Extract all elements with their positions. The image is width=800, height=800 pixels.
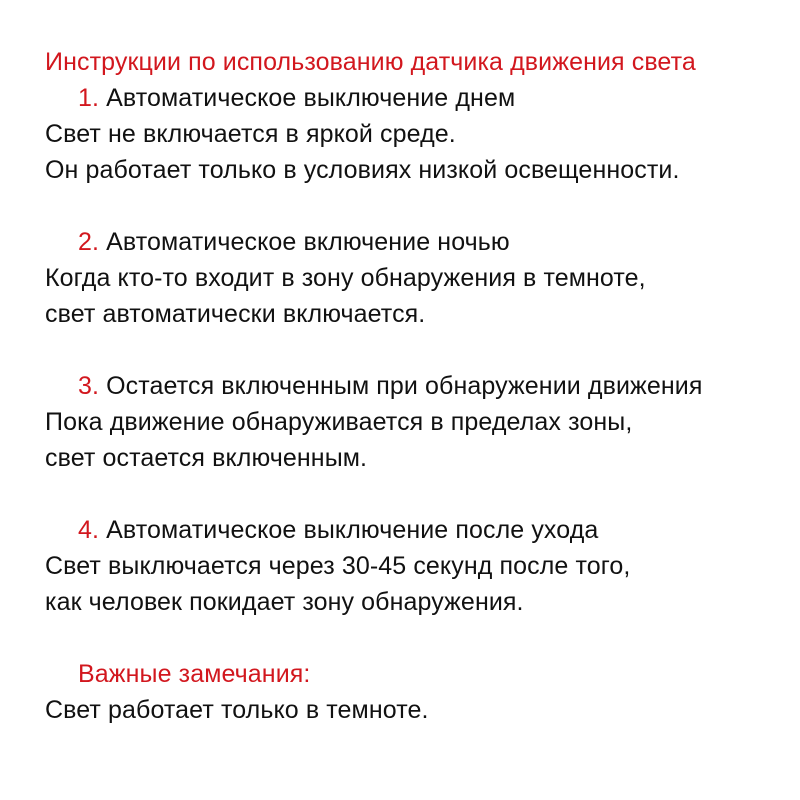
section-1-number: 1.: [78, 84, 100, 112]
section-1-heading: [45, 80, 785, 116]
section-3-number: 3.: [78, 372, 100, 400]
section-4-title: Автоматическое выключение после ухода: [106, 516, 599, 544]
instruction-document: [45, 44, 785, 728]
section-4-line-2: как человек покидает зону обнаружения.: [45, 588, 524, 616]
section-spacer: [45, 620, 785, 656]
notes-line-1: Свет работает только в темноте.: [45, 696, 429, 724]
section-3-line-1: Пока движение обнаруживается в пределах зоны,: [45, 408, 633, 436]
section-2-line-1: Когда кто-то входит в зону обнаружения в темноте,: [45, 264, 646, 292]
document-title: Инструкции по использованию датчика движения света: [45, 48, 696, 76]
section-1-title: Автоматическое выключение днем: [106, 84, 516, 112]
section-2-number: 2.: [78, 228, 100, 256]
section-2-line-2: свет автоматически включается.: [45, 300, 426, 328]
section-3-line-2: свет остается включенным.: [45, 444, 368, 472]
section-spacer: [45, 476, 785, 512]
section-1-line-1: Свет не включается в яркой среде.: [45, 120, 456, 148]
section-3-heading: [45, 368, 785, 404]
section-4-heading: [45, 512, 785, 548]
section-4-number: 4.: [78, 516, 100, 544]
notes-heading: Важные замечания:: [78, 660, 311, 688]
section-spacer: [45, 188, 785, 224]
section-4-line-1: Свет выключается через 30-45 секунд после того,: [45, 552, 631, 580]
section-spacer: [45, 332, 785, 368]
section-3-title: Остается включенным при обнаружении движения: [106, 372, 703, 400]
section-2-heading: [45, 224, 785, 260]
section-2-title: Автоматическое включение ночью: [106, 228, 510, 256]
section-1-line-2: Он работает только в условиях низкой освещенности.: [45, 156, 680, 184]
